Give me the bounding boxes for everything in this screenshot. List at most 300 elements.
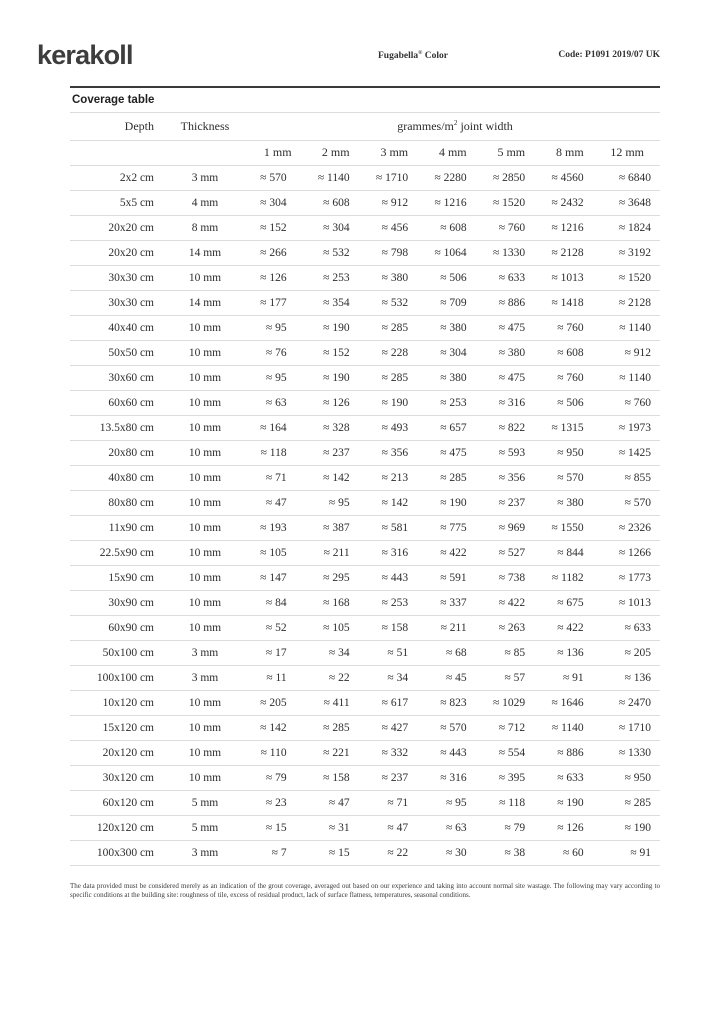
coverage-value-cell: ≈ 158 [381,621,409,634]
coverage-value-cell: ≈ 532 [323,246,350,259]
coverage-value-cell: ≈ 23 [265,796,287,809]
coverage-value-cell: ≈ 221 [323,746,350,759]
coverage-value-cell: ≈ 506 [440,271,467,284]
coverage-value-cell: ≈ 712 [498,721,526,734]
coverage-value-cell: ≈ 316 [381,546,409,559]
coverage-value-cell: ≈ 164 [260,421,287,434]
coverage-value-cell: ≈ 84 [265,596,287,609]
table-row [70,265,660,290]
table-row [70,240,660,265]
coverage-value-cell: ≈ 1425 [618,446,651,459]
joint-width-header: 4 mm [438,145,467,159]
coverage-value-cell: ≈ 30 [445,846,467,859]
coverage-value-cell: ≈ 1216 [551,221,584,234]
coverage-value-cell: ≈ 118 [499,796,526,809]
thickness-cell: 10 mm [188,471,222,484]
coverage-value-cell: ≈ 1973 [618,421,651,434]
depth-cell: 20x20 cm [108,246,154,259]
grammes-label-suffix: joint width [457,118,513,133]
table-row [70,740,660,765]
depth-cell: 80x80 cm [108,496,154,509]
coverage-value-cell: ≈ 142 [260,721,287,734]
coverage-value-cell: ≈ 190 [624,821,651,834]
coverage-value-cell: ≈ 60 [562,846,584,859]
kerakoll-logo: kerakoll [37,40,133,70]
joint-width-header-row [70,140,660,165]
empty-header-cell [70,140,160,165]
thickness-cell: 10 mm [188,746,222,759]
coverage-value-cell: ≈ 2432 [551,196,584,209]
coverage-value-cell: ≈ 475 [498,321,526,334]
coverage-value-cell: ≈ 675 [557,596,584,609]
thickness-cell: 10 mm [188,321,222,334]
coverage-value-cell: ≈ 1140 [317,171,350,184]
depth-cell: 40x40 cm [108,321,154,334]
coverage-value-cell: ≈ 136 [624,671,651,684]
thickness-cell: 10 mm [188,496,222,509]
table-title: Coverage table [70,86,660,113]
coverage-value-cell: ≈ 633 [624,621,651,634]
depth-cell: 100x100 cm [96,671,154,684]
coverage-value-cell: ≈ 1550 [551,521,584,534]
coverage-value-cell: ≈ 1520 [492,196,526,209]
coverage-value-cell: ≈ 95 [265,321,287,334]
coverage-value-cell: ≈ 228 [381,346,409,359]
thickness-cell: 10 mm [188,721,222,734]
thickness-cell: 10 mm [188,396,222,409]
coverage-value-cell: ≈ 1418 [551,296,584,309]
coverage-value-cell: ≈ 411 [323,696,350,709]
coverage-value-cell: ≈ 91 [630,846,651,859]
coverage-value-cell: ≈ 47 [387,821,409,834]
depth-cell: 20x20 cm [108,221,154,234]
thickness-cell: 10 mm [188,596,222,609]
coverage-value-cell: ≈ 886 [557,746,584,759]
thickness-cell: 3 mm [191,846,219,859]
thickness-cell: 10 mm [188,571,222,584]
coverage-value-cell: ≈ 1710 [375,171,409,184]
coverage-value-cell: ≈ 1330 [492,246,526,259]
coverage-value-cell: ≈ 253 [323,271,350,284]
coverage-value-cell: ≈ 76 [265,346,287,359]
depth-cell: 50x100 cm [102,646,154,659]
coverage-value-cell: ≈ 1013 [551,271,584,284]
coverage-value-cell: ≈ 6840 [618,171,651,184]
depth-cell: 20x120 cm [102,746,154,759]
footnote-text: The data provided must be considered merely as an indication of the grout coverage, averaged out based on our experience and taking into account normal site wastage. The following may vary according to specific conditions at the building site: roughness of tile, excess of residual product, lack of surface flatness, temperatures, seasonal conditions. [70,882,660,900]
coverage-value-cell: ≈ 581 [381,521,409,534]
coverage-value-cell: ≈ 1824 [618,221,651,234]
depth-cell: 120x120 cm [96,821,154,834]
coverage-value-cell: ≈ 443 [381,571,409,584]
coverage-value-cell: ≈ 2128 [618,296,651,309]
coverage-value-cell: ≈ 285 [323,721,350,734]
coverage-value-cell: ≈ 443 [440,746,467,759]
coverage-value-cell: ≈ 68 [445,646,467,659]
coverage-table-head [70,113,660,165]
coverage-value-cell: ≈ 17 [265,646,287,659]
coverage-value-cell: ≈ 950 [557,446,584,459]
thickness-cell: 10 mm [188,421,222,434]
coverage-value-cell: ≈ 15 [265,821,287,834]
coverage-value-cell: ≈ 126 [557,821,584,834]
coverage-value-cell: ≈ 570 [260,171,287,184]
coverage-value-cell: ≈ 608 [323,196,350,209]
coverage-value-cell: ≈ 1216 [434,196,467,209]
product-name [378,50,448,61]
coverage-value-cell: ≈ 380 [498,346,526,359]
coverage-value-cell: ≈ 760 [498,221,526,234]
product-name-suffix: Color [422,51,448,62]
coverage-value-cell: ≈ 63 [265,396,287,409]
thickness-cell: 14 mm [188,246,222,259]
coverage-value-cell: ≈ 356 [381,446,409,459]
coverage-value-cell: ≈ 709 [440,296,467,309]
coverage-value-cell: ≈ 95 [328,496,350,509]
coverage-value-cell: ≈ 118 [260,446,287,459]
coverage-value-cell: ≈ 190 [323,371,350,384]
coverage-value-cell: ≈ 760 [557,321,584,334]
depth-cell: 15x120 cm [102,721,154,734]
coverage-value-cell: ≈ 506 [557,396,584,409]
coverage-value-cell: ≈ 190 [440,496,467,509]
coverage-value-cell: ≈ 136 [557,646,584,659]
coverage-value-cell: ≈ 657 [440,421,467,434]
coverage-value-cell: ≈ 3192 [618,246,651,259]
coverage-value-cell: ≈ 527 [498,546,526,559]
coverage-value-cell: ≈ 337 [440,596,467,609]
depth-cell: 10x120 cm [102,696,154,709]
coverage-value-cell: ≈ 1013 [618,596,651,609]
coverage-value-cell: ≈ 285 [381,321,409,334]
thickness-column-header: Thickness [180,118,230,133]
coverage-value-cell: ≈ 45 [445,671,467,684]
coverage-value-cell: ≈ 380 [381,271,409,284]
depth-cell: 15x90 cm [108,571,154,584]
thickness-cell: 3 mm [191,671,219,684]
coverage-value-cell: ≈ 237 [498,496,526,509]
depth-cell: 100x300 cm [96,846,154,859]
coverage-value-cell: ≈ 422 [498,596,526,609]
coverage-value-cell: ≈ 95 [265,371,287,384]
coverage-value-cell: ≈ 295 [323,571,350,584]
coverage-value-cell: ≈ 285 [624,796,651,809]
coverage-value-cell: ≈ 886 [498,296,526,309]
coverage-value-cell: ≈ 38 [504,846,526,859]
coverage-value-cell: ≈ 775 [440,521,467,534]
coverage-value-cell: ≈ 105 [323,621,350,634]
coverage-value-cell: ≈ 285 [381,371,409,384]
coverage-value-cell: ≈ 1140 [619,321,651,334]
coverage-value-cell: ≈ 316 [440,771,467,784]
depth-cell: 22.5x90 cm [99,546,154,559]
thickness-cell: 3 mm [191,171,219,184]
depth-cell: 50x50 cm [108,346,154,359]
trademark-symbol: ® [418,50,423,56]
coverage-value-cell: ≈ 2128 [551,246,584,259]
coverage-value-cell: ≈ 591 [440,571,467,584]
coverage-value-cell: ≈ 969 [498,521,526,534]
coverage-value-cell: ≈ 304 [440,346,467,359]
empty-header-cell [160,140,250,165]
coverage-value-cell: ≈ 126 [260,271,287,284]
depth-cell: 30x30 cm [108,271,154,284]
thickness-cell: 10 mm [188,346,222,359]
coverage-table-section [70,86,660,866]
coverage-value-cell: ≈ 105 [260,546,287,559]
coverage-value-cell: ≈ 3648 [618,196,651,209]
coverage-value-cell: ≈ 190 [323,321,350,334]
coverage-value-cell: ≈ 912 [624,346,651,359]
coverage-value-cell: ≈ 253 [440,396,467,409]
coverage-value-cell: ≈ 285 [440,471,467,484]
coverage-value-cell: ≈ 152 [260,221,287,234]
coverage-value-cell: ≈ 1646 [551,696,584,709]
table-row [70,540,660,565]
coverage-value-cell: ≈ 110 [260,746,287,759]
coverage-value-cell: ≈ 190 [557,796,584,809]
coverage-value-cell: ≈ 427 [381,721,409,734]
coverage-value-cell: ≈ 1710 [618,721,651,734]
coverage-value-cell: ≈ 822 [498,421,526,434]
coverage-value-cell: ≈ 304 [260,196,287,209]
thickness-cell: 10 mm [188,621,222,634]
coverage-value-cell: ≈ 844 [557,546,584,559]
coverage-value-cell: ≈ 79 [504,821,526,834]
coverage-value-cell: ≈ 253 [381,596,409,609]
coverage-value-cell: ≈ 63 [445,821,467,834]
coverage-value-cell: ≈ 142 [381,496,409,509]
coverage-value-cell: ≈ 211 [323,546,350,559]
coverage-table-body [70,165,660,865]
coverage-value-cell: ≈ 91 [562,671,584,684]
depth-cell: 30x60 cm [108,371,154,384]
coverage-value-cell: ≈ 332 [381,746,409,759]
table-row [70,390,660,415]
coverage-value-cell: ≈ 912 [381,196,409,209]
coverage-value-cell: ≈ 237 [323,446,350,459]
table-row [70,365,660,390]
coverage-value-cell: ≈ 1773 [618,571,651,584]
table-row [70,790,660,815]
thickness-cell: 8 mm [191,221,219,234]
coverage-value-cell: ≈ 168 [323,596,350,609]
coverage-value-cell: ≈ 71 [387,796,409,809]
depth-cell: 2x2 cm [119,171,154,184]
coverage-value-cell: ≈ 608 [440,221,467,234]
coverage-value-cell: ≈ 95 [445,796,467,809]
coverage-value-cell: ≈ 475 [498,371,526,384]
joint-width-header: 2 mm [321,145,350,159]
thickness-cell: 5 mm [191,821,219,834]
coverage-value-cell: ≈ 760 [624,396,651,409]
coverage-value-cell: ≈ 855 [624,471,651,484]
coverage-value-cell: ≈ 633 [498,271,526,284]
coverage-value-cell: ≈ 211 [440,621,467,634]
depth-cell: 60x120 cm [102,796,154,809]
grammes-label-superscript: 2 [453,118,458,127]
thickness-cell: 10 mm [188,546,222,559]
depth-cell: 60x90 cm [108,621,154,634]
depth-cell: 13.5x80 cm [99,421,154,434]
thickness-cell: 5 mm [191,796,219,809]
coverage-value-cell: ≈ 738 [498,571,526,584]
table-row [70,765,660,790]
coverage-value-cell: ≈ 1029 [492,696,526,709]
depth-cell: 20x80 cm [108,446,154,459]
coverage-value-cell: ≈ 22 [387,846,409,859]
joint-width-header: 5 mm [497,145,526,159]
table-row [70,440,660,465]
coverage-value-cell: ≈ 760 [557,371,584,384]
coverage-value-cell: ≈ 1140 [551,721,584,734]
coverage-value-cell: ≈ 493 [381,421,409,434]
coverage-value-cell: ≈ 633 [557,771,584,784]
coverage-value-cell: ≈ 532 [381,296,409,309]
coverage-value-cell: ≈ 1266 [618,546,651,559]
table-row [70,165,660,190]
coverage-value-cell: ≈ 422 [557,621,584,634]
coverage-value-cell: ≈ 177 [260,296,287,309]
coverage-value-cell: ≈ 190 [381,396,409,409]
thickness-cell: 3 mm [191,646,219,659]
coverage-value-cell: ≈ 395 [498,771,526,784]
coverage-value-cell: ≈ 266 [260,246,287,259]
table-row [70,215,660,240]
table-row [70,315,660,340]
coverage-value-cell: ≈ 47 [265,496,287,509]
coverage-value-cell: ≈ 380 [440,371,467,384]
coverage-value-cell: ≈ 1064 [434,246,467,259]
coverage-value-cell: ≈ 126 [323,396,350,409]
coverage-value-cell: ≈ 237 [381,771,409,784]
coverage-value-cell: ≈ 422 [440,546,467,559]
table-row [70,490,660,515]
table-row [70,415,660,440]
coverage-table [70,113,660,866]
depth-cell: 40x80 cm [108,471,154,484]
table-row [70,340,660,365]
coverage-value-cell: ≈ 798 [381,246,409,259]
coverage-value-cell: ≈ 823 [440,696,467,709]
coverage-value-cell: ≈ 2326 [618,521,651,534]
coverage-value-cell: ≈ 1182 [551,571,584,584]
coverage-value-cell: ≈ 4560 [551,171,584,184]
thickness-cell: 10 mm [188,271,222,284]
coverage-value-cell: ≈ 354 [323,296,350,309]
grammes-label-prefix: grammes/m [397,118,454,133]
table-row [70,665,660,690]
coverage-value-cell: ≈ 387 [323,521,350,534]
coverage-value-cell: ≈ 328 [323,421,350,434]
joint-width-header: 8 mm [555,145,584,159]
coverage-value-cell: ≈ 570 [557,471,584,484]
document-code: Code: P1091 2019/07 UK [558,50,660,60]
thickness-cell: 10 mm [188,696,222,709]
coverage-value-cell: ≈ 7 [271,846,287,859]
coverage-value-cell: ≈ 456 [381,221,409,234]
coverage-value-cell: ≈ 475 [440,446,467,459]
coverage-value-cell: ≈ 79 [265,771,287,784]
coverage-value-cell: ≈ 570 [440,721,467,734]
joint-width-header: 12 mm [610,145,644,159]
joint-width-header: 1 mm [263,145,292,159]
table-row [70,290,660,315]
coverage-value-cell: ≈ 31 [328,821,350,834]
coverage-value-cell: ≈ 147 [260,571,287,584]
table-row [70,840,660,865]
coverage-value-cell: ≈ 57 [504,671,526,684]
depth-column-header: Depth [124,118,154,133]
coverage-value-cell: ≈ 34 [387,671,409,684]
table-row [70,715,660,740]
thickness-cell: 10 mm [188,446,222,459]
table-row [70,815,660,840]
coverage-value-cell: ≈ 34 [328,646,350,659]
depth-cell: 30x30 cm [108,296,154,309]
depth-cell: 60x60 cm [108,396,154,409]
table-row [70,615,660,640]
coverage-value-cell: ≈ 15 [328,846,350,859]
coverage-value-cell: ≈ 304 [323,221,350,234]
thickness-cell: 10 mm [188,371,222,384]
coverage-value-cell: ≈ 1140 [619,371,651,384]
coverage-value-cell: ≈ 2280 [434,171,467,184]
coverage-value-cell: ≈ 205 [624,646,651,659]
column-group-header-row [70,113,660,140]
coverage-value-cell: ≈ 47 [328,796,350,809]
depth-cell: 30x90 cm [108,596,154,609]
coverage-value-cell: ≈ 570 [624,496,651,509]
coverage-value-cell: ≈ 1315 [551,421,584,434]
coverage-value-cell: ≈ 2470 [618,696,651,709]
coverage-value-cell: ≈ 52 [265,621,287,634]
coverage-value-cell: ≈ 11 [266,671,287,684]
depth-cell: 11x90 cm [108,521,154,534]
table-row [70,690,660,715]
coverage-value-cell: ≈ 617 [381,696,409,709]
coverage-value-cell: ≈ 356 [498,471,526,484]
coverage-value-cell: ≈ 316 [498,396,526,409]
table-row [70,190,660,215]
coverage-value-cell: ≈ 85 [504,646,526,659]
coverage-value-cell: ≈ 142 [323,471,350,484]
table-row [70,590,660,615]
joint-width-header: 3 mm [380,145,409,159]
coverage-value-cell: ≈ 1330 [618,746,651,759]
coverage-value-cell: ≈ 152 [323,346,350,359]
coverage-value-cell: ≈ 51 [387,646,409,659]
coverage-value-cell: ≈ 263 [498,621,526,634]
table-row [70,565,660,590]
coverage-value-cell: ≈ 554 [498,746,526,759]
coverage-value-cell: ≈ 380 [557,496,584,509]
thickness-cell: 4 mm [191,196,219,209]
table-row [70,465,660,490]
coverage-value-cell: ≈ 213 [381,471,409,484]
coverage-value-cell: ≈ 593 [498,446,526,459]
table-row [70,640,660,665]
coverage-value-cell: ≈ 205 [260,696,287,709]
depth-cell: 5x5 cm [119,196,154,209]
coverage-value-cell: ≈ 158 [323,771,350,784]
product-name-text: Fugabella [378,51,419,62]
thickness-cell: 14 mm [188,296,222,309]
depth-cell: 30x120 cm [102,771,154,784]
coverage-value-cell: ≈ 380 [440,321,467,334]
coverage-value-cell: ≈ 2850 [492,171,526,184]
coverage-value-cell: ≈ 950 [624,771,651,784]
